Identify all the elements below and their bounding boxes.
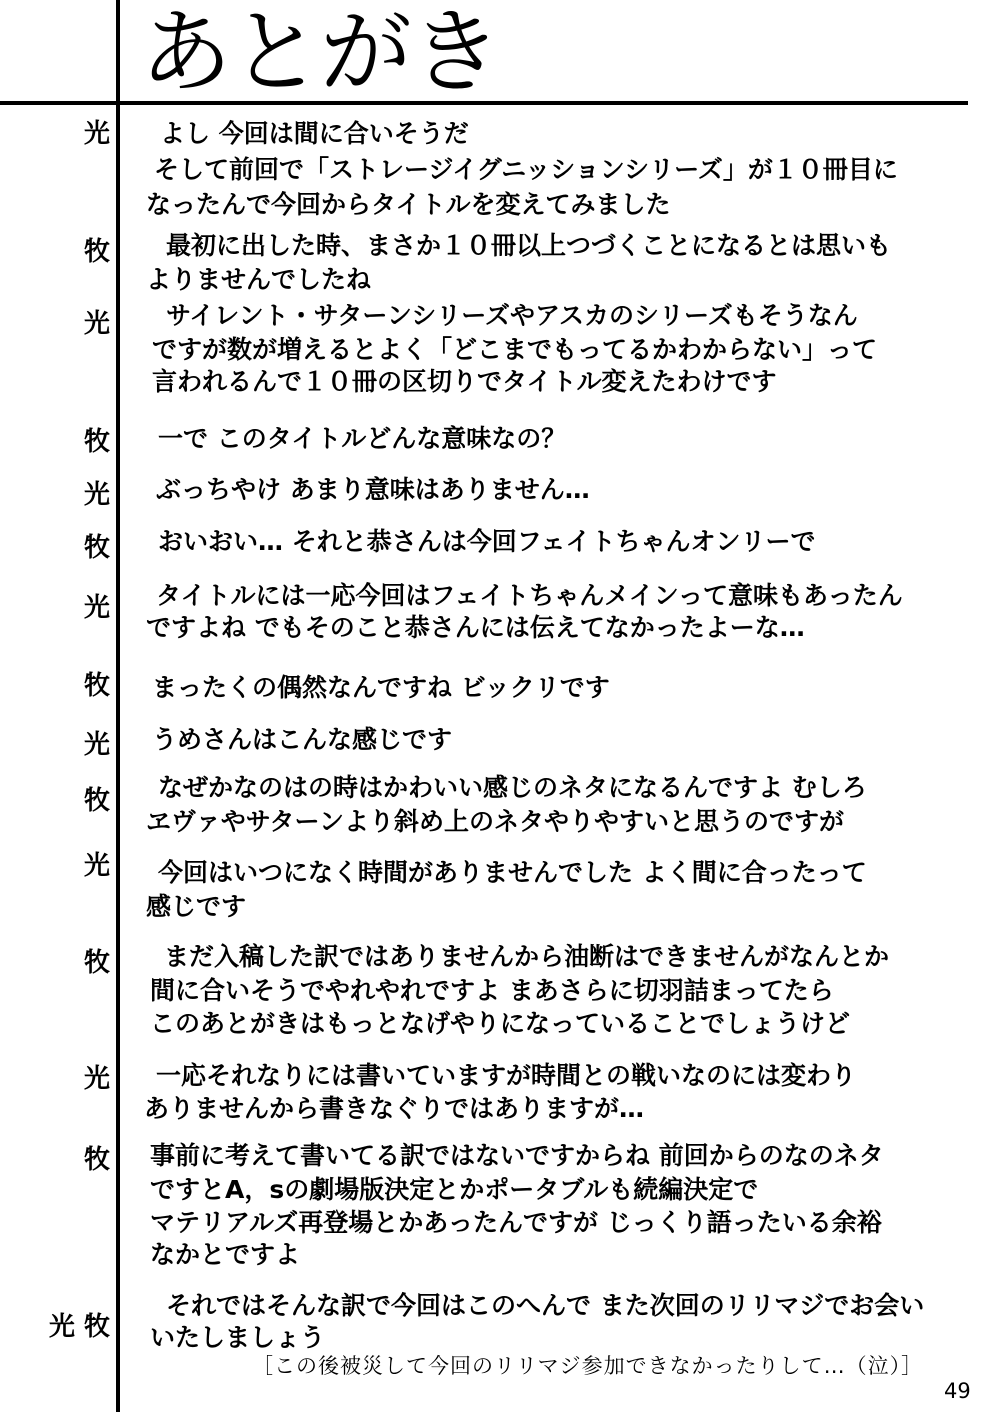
- dialogue-line: ですよね でもそのこと恭さんには伝えてなかったよーな…: [146, 613, 805, 642]
- dialogue-line: まったくの偶然なんですね ビックリです: [152, 673, 610, 702]
- speaker-label: 光: [83, 119, 110, 149]
- dialogue-line: タイトルには一応今回はフェイトちゃんメインって意味もあったん: [156, 581, 903, 610]
- page-number: 49: [944, 1379, 971, 1403]
- speaker-label: 牧: [83, 1145, 110, 1175]
- page-title: あとがき: [140, 0, 501, 106]
- speaker-label: 光: [83, 730, 110, 760]
- dialogue-line: なったんで今回からタイトルを変えてみました: [146, 190, 671, 219]
- closing-note: ［この後被災して今回のリリマジ参加できなかったりして…（泣）］: [252, 1354, 924, 1378]
- dialogue-line: そして前回で「ストレージイグニッションシリーズ」が１０冊目に: [154, 155, 898, 184]
- dialogue-line: ありませんから書きなぐりではありますが…: [144, 1094, 645, 1123]
- dialogue-line: 感じです: [146, 892, 247, 921]
- dialogue-line: よりませんでしたね: [146, 265, 372, 294]
- dialogue-line: 言われるんで１０冊の区切りでタイトル変えたわけです: [152, 367, 777, 396]
- speaker-label: 牧: [83, 533, 110, 563]
- dialogue-line: うめさんはこんな感じです: [152, 725, 453, 754]
- dialogue-line: なぜかなのはの時はかわいい感じのネタになるんですよ むしろ: [158, 773, 867, 802]
- dialogue-line: ですとA，sの劇場版決定とかポータブルも続編決定で: [150, 1175, 759, 1204]
- dialogue-line: 一で このタイトルどんな意味なの？: [158, 424, 567, 453]
- speaker-label: 牧: [83, 427, 110, 457]
- dialogue-line: 今回はいつになく時間がありませんでした よく間に合ったって: [158, 858, 867, 887]
- dialogue-line: それではそんな訳で今回はこのへんで また次回のリリマジでお会い: [166, 1291, 925, 1320]
- dialogue-line: サイレント・サターンシリーズやアスカのシリーズもそうなん: [166, 301, 858, 330]
- speaker-label: 牧: [83, 237, 110, 267]
- dialogue-line: いたしましょう: [150, 1323, 326, 1352]
- speaker-label: 光 牧: [48, 1312, 110, 1342]
- dialogue-line: 事前に考えて書いてる訳ではないですからね 前回からのなのネタ: [150, 1141, 884, 1170]
- speaker-label: 光: [83, 593, 110, 623]
- speaker-label: 牧: [83, 948, 110, 978]
- dialogue-line: ヱヴァやサターンより斜め上のネタやりやすいと思うのですが: [146, 807, 845, 836]
- speaker-label: 光: [83, 309, 110, 339]
- dialogue-line: このあとがきはもっとなげやりになっていることでしょうけど: [150, 1009, 851, 1038]
- speaker-label: 光: [83, 480, 110, 510]
- dialogue-line: おいおい… それと恭さんは今回フェイトちゃんオンリーで: [158, 527, 816, 556]
- dialogue-line: ぶっちやけ あまり意味はありません…: [156, 475, 590, 504]
- dialogue-line: 一応それなりには書いていますが時間との戦いなのには変わり: [156, 1061, 857, 1090]
- speaker-label: 光: [83, 1064, 110, 1094]
- vertical-rule: [116, 0, 120, 1412]
- dialogue-line: マテリアルズ再登場とかあったんですが じっくり語ったいる余裕: [150, 1208, 882, 1237]
- speaker-label: 牧: [83, 671, 110, 701]
- dialogue-line: 最初に出した時、まさか１０冊以上つづくことになるとは思いも: [166, 231, 892, 260]
- dialogue-line: よし 今回は間に合いそうだ: [160, 119, 469, 148]
- dialogue-line: なかとですよ: [150, 1240, 301, 1269]
- dialogue-line: まだ入稿した訳ではありませんから油断はできませんがなんとか: [164, 942, 890, 971]
- speaker-label: 牧: [83, 786, 110, 816]
- dialogue-line: 間に合いそうでやれやれですよ まあさらに切羽詰まってたら: [150, 976, 834, 1005]
- dialogue-line: ですが数が増えるとよく「どこまでもってるかわからない」って: [152, 335, 878, 364]
- speaker-label: 光: [83, 851, 110, 881]
